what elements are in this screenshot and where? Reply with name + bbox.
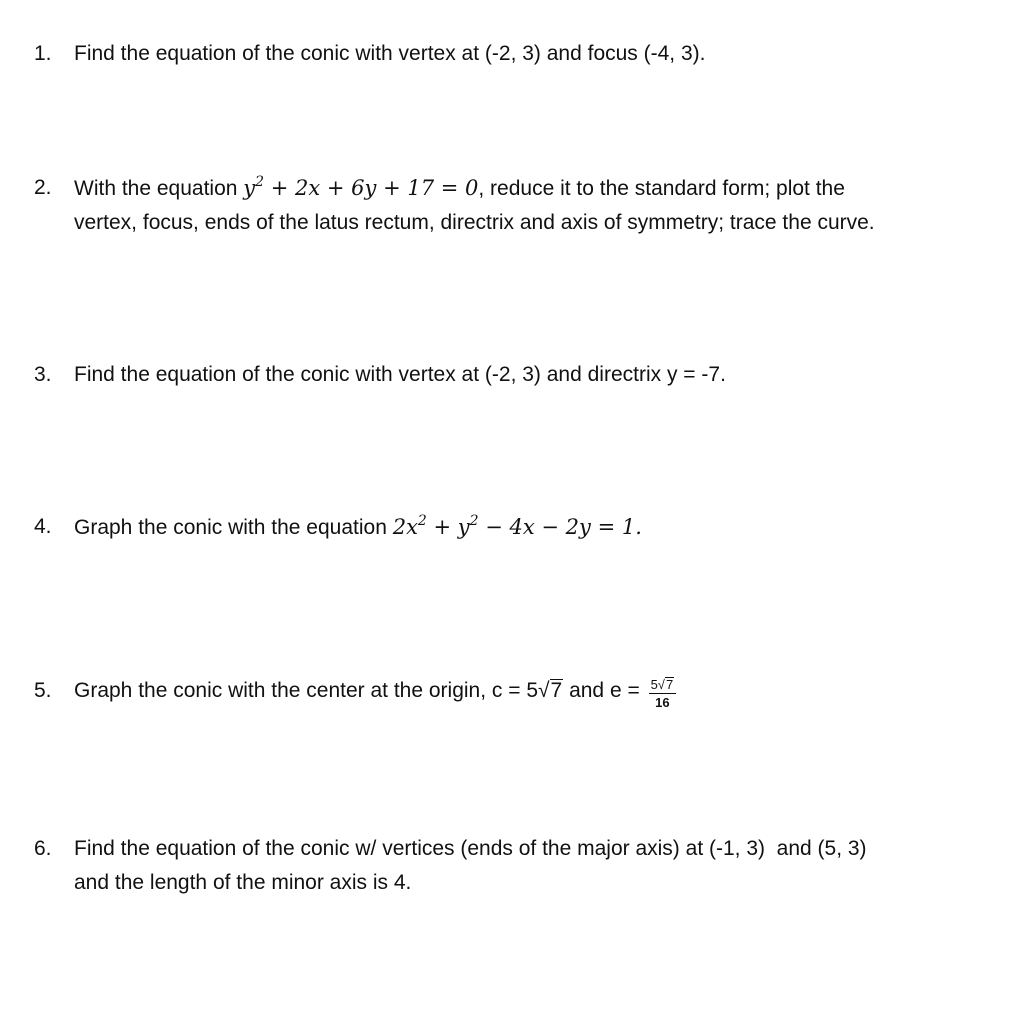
problem-5 (34, 674, 994, 709)
equation-rest: + 2x + 6y + 17 = 0 (264, 176, 479, 200)
problem-text-line-1: Find the equation of the conic w/ vertices (ends of the major axis) at (-1, 3) and (5, 3) (74, 837, 867, 860)
equation-exponent-b: 2 (469, 513, 479, 529)
problem-text-before: Graph the conic with the center at the origin, c = 5 (74, 679, 539, 703)
problem-number: 6. (34, 837, 52, 860)
radical-sign: √ (538, 679, 550, 703)
problem-text: Find the equation of the conic with vertex at (-2, 3) and focus (-4, 3). (74, 42, 706, 65)
square-root (538, 674, 563, 708)
equation (243, 176, 478, 200)
equation-exponent-a: 2 (417, 513, 427, 529)
problem-4 (34, 510, 994, 545)
problem-number: 4. (34, 515, 52, 538)
problem-3 (34, 358, 994, 392)
fraction-coefficient: 5 (650, 677, 658, 692)
equation-term-a: 2x (392, 515, 418, 539)
eccentricity-fraction (649, 676, 677, 711)
equation-var: y (243, 176, 256, 200)
problem-number: 5. (34, 679, 52, 702)
problem-text-line-2: vertex, focus, ends of the latus rectum, directrix and axis of symmetry; trace the curve. (74, 211, 875, 234)
equation-term-c: − 4x − 2y = 1. (478, 515, 642, 539)
problem-text-before: With the equation (74, 177, 244, 200)
fraction-radical-sign: √ (657, 677, 665, 692)
problem-text-line-1 (74, 510, 994, 545)
equation (393, 515, 642, 539)
equation-exponent: 2 (255, 174, 265, 190)
problem-6 (34, 832, 994, 900)
problem-text-mid: and e = (563, 679, 646, 703)
problem-text-line-1 (74, 674, 994, 709)
fraction-radicand: 7 (665, 677, 674, 692)
problem-text-after: , reduce it to the standard form; plot the (478, 177, 845, 200)
problem-1 (34, 37, 994, 71)
fraction-numerator (649, 676, 677, 694)
problem-number: 1. (34, 42, 52, 65)
problem-2 (34, 171, 994, 240)
problem-text-before: Graph the conic with the equation (74, 516, 393, 539)
problem-number: 3. (34, 363, 52, 386)
radicand: 7 (550, 679, 563, 703)
problem-text: Find the equation of the conic with vertex at (-2, 3) and directrix y = -7. (74, 363, 726, 386)
problem-text-line-2: and the length of the minor axis is 4. (74, 871, 412, 894)
fraction-denominator: 16 (655, 695, 670, 710)
problem-text-line-1 (74, 171, 994, 206)
equation-term-b: + y (426, 515, 470, 539)
problem-number: 2. (34, 176, 52, 199)
